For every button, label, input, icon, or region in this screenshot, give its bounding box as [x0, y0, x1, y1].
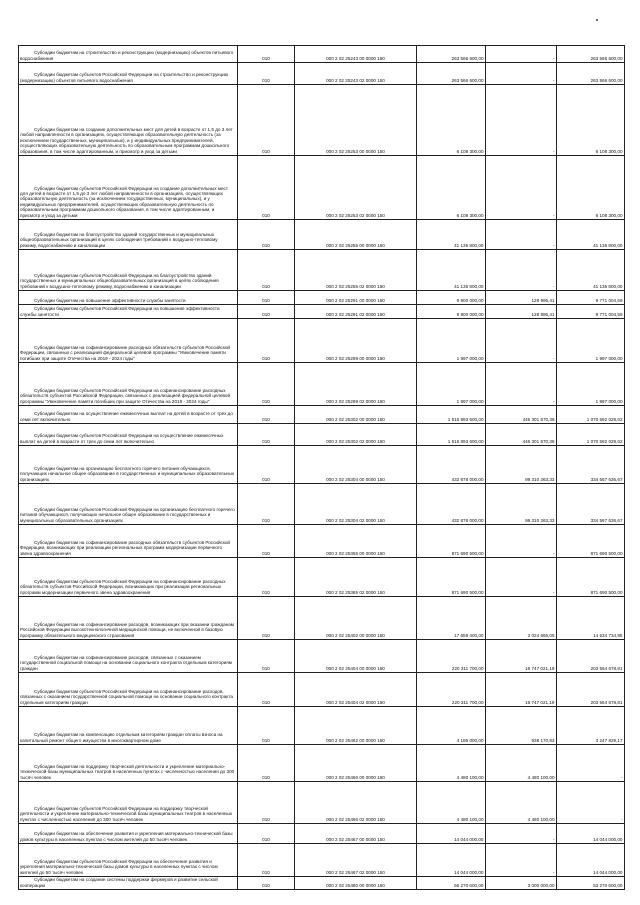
row-plan-cell: 9 900 000,00: [417, 291, 486, 305]
row-code-cell: 010: [238, 220, 295, 250]
table-body: [19, 46, 625, 890]
row-done-cell: -: [486, 363, 557, 406]
row-done-cell: -: [486, 220, 557, 250]
row-name-cell: Субсидии бюджетам на строительство и реконструкцию (модернизацию) объектов питьевого водоснабжения: [19, 46, 238, 63]
row-rest-cell: 9 771 004,59: [557, 305, 625, 319]
row-plan-cell: 4 480 100,00: [417, 782, 486, 824]
row-rest-cell: 1 997 000,00: [557, 319, 625, 363]
row-name-cell: Субсидии бюджетам субъектов Российской Федерации на софинансирование расходных обязательств субъектов Российской Федерации, связанных с реализацией федеральной целевой программы "Увековечение памяти погибших при защите Отечества на 2019 - 2024 годы": [19, 363, 238, 406]
table-row: [19, 291, 625, 305]
row-name-cell: Субсидии бюджетам на софинансирование расходов, связанных с оказанием государственной социальной помощи на основании социального контракта отдельным категориям граждан: [19, 640, 238, 673]
row-code-cell: 010: [238, 363, 295, 406]
row-name-cell: Субсидии бюджетам субъектов Российской Федерации на софинансирование расходов, связанных с оказанием государственной социальной помощи на основании социального контракта отдельным категориям граждан: [19, 673, 238, 707]
row-kbk-cell: 000 2 02 25304 00 0000 150: [295, 446, 417, 484]
row-rest-cell: 1 070 592 029,62: [557, 424, 625, 446]
row-kbk-cell: 000 2 02 25243 02 0000 150: [295, 63, 417, 85]
row-plan-cell: 432 878 000,00: [417, 484, 486, 525]
row-kbk-cell: 000 2 02 25299 02 0000 150: [295, 363, 417, 406]
row-plan-cell: 14 044 000,00: [417, 824, 486, 844]
row-code-cell: 010: [238, 844, 295, 877]
row-code-cell: 010: [238, 782, 295, 824]
row-rest-cell: 203 564 678,81: [557, 673, 625, 707]
row-code-cell: 010: [238, 63, 295, 85]
row-code-cell: 010: [238, 250, 295, 291]
row-kbk-cell: 000 2 02 25365 00 0000 150: [295, 525, 417, 558]
row-plan-cell: 14 044 000,00: [417, 844, 486, 877]
row-kbk-cell: 000 2 02 25302 02 0000 150: [295, 424, 417, 446]
row-rest-cell: 53 270 600,00: [557, 877, 625, 890]
table-row: [19, 782, 625, 824]
row-plan-cell: 41 135 800,00: [417, 220, 486, 250]
row-name-cell: Субсидии бюджетам субъектов Российской Федерации на осуществление ежемесячных выплат на детей в возрасте от трех до семи лет включительно: [19, 424, 238, 446]
row-kbk-cell: 000 2 02 25253 00 0000 150: [295, 85, 417, 156]
row-rest-cell: 41 135 800,00: [557, 220, 625, 250]
row-code-cell: 010: [238, 406, 295, 424]
row-done-cell: 3 000 000,00: [486, 877, 557, 890]
row-name-cell: Субсидии бюджетам на создание системы поддержки фермеров и развитие сельской кооперации: [19, 877, 238, 890]
table-row: [19, 824, 625, 844]
row-code-cell: 010: [238, 424, 295, 446]
table-row: [19, 558, 625, 597]
row-plan-cell: 1 516 893 600,00: [417, 424, 486, 446]
row-name-cell: Субсидии бюджетам на софинансирование расходных обязательств субъектов Российской Федерации, возникающих при реализации региональных программ модернизации первичного звена здравоохранения: [19, 525, 238, 558]
table-row: [19, 220, 625, 250]
row-done-cell: 446 301 570,38: [486, 424, 557, 446]
row-plan-cell: 41 135 800,00: [417, 250, 486, 291]
row-code-cell: 010: [238, 745, 295, 782]
row-code-cell: 010: [238, 597, 295, 640]
row-done-cell: 4 480 100,00: [486, 782, 557, 824]
row-kbk-cell: 000 2 02 25302 00 0000 150: [295, 406, 417, 424]
row-kbk-cell: 000 2 02 25299 00 0000 150: [295, 319, 417, 363]
row-plan-cell: 871 690 500,00: [417, 525, 486, 558]
row-kbk-cell: 000 2 02 25404 02 0000 150: [295, 673, 417, 707]
row-done-cell: 16 747 021,19: [486, 640, 557, 673]
row-done-cell: 128 995,41: [486, 305, 557, 319]
row-done-cell: -: [486, 319, 557, 363]
row-plan-cell: 432 878 000,00: [417, 446, 486, 484]
table-row: [19, 319, 625, 363]
row-done-cell: 4 480 100,00: [486, 745, 557, 782]
table-row: [19, 673, 625, 707]
row-code-cell: 010: [238, 446, 295, 484]
row-code-cell: 010: [238, 46, 295, 63]
row-done-cell: 16 747 021,19: [486, 673, 557, 707]
row-name-cell: Субсидии бюджетам на компенсацию отдельным категориям граждан оплаты взноса на капитальный ремонт общего имущества в многоквартирном доме: [19, 707, 238, 745]
row-kbk-cell: 000 2 02 25255 02 0000 150: [295, 250, 417, 291]
row-rest-cell: 334 567 636,67: [557, 446, 625, 484]
row-rest-cell: 1 997 000,00: [557, 363, 625, 406]
row-done-cell: 446 301 570,38: [486, 406, 557, 424]
row-kbk-cell: 000 2 02 25291 02 0000 150: [295, 305, 417, 319]
row-rest-cell: 9 771 004,59: [557, 291, 625, 305]
row-done-cell: -: [486, 525, 557, 558]
row-name-cell: Субсидии бюджетам на создание дополнительных мест для детей в возрасте от 1,5 до 3 лет любой направленности в организациях, осуществляющих образовательную деятельность (за исключением государственных, муниципальных), и у индивидуальных предпринимателей, осуществляющих образовательную деятельность по образовательным программам дошкольного образования, в том числе адаптированным, и присмотр и уход за детьми: [19, 85, 238, 156]
row-code-cell: 010: [238, 319, 295, 363]
report-table-container: [18, 45, 624, 890]
table-row: [19, 877, 625, 890]
row-name-cell: Субсидии бюджетам на обеспечение развития и укрепления материально-технической базы домов культуры в населенных пунктах с числом жителей до 50 тысяч человек: [19, 824, 238, 844]
row-plan-cell: 6 108 300,00: [417, 156, 486, 220]
row-kbk-cell: 000 2 02 25253 02 0000 150: [295, 156, 417, 220]
row-name-cell: Субсидии бюджетам субъектов Российской Федерации на создание дополнительных мест для детей в возрасте от 1,5 до 3 лет любой направленности в организациях, осуществляющих образовательную деятельность (за исключением государственных, муниципальных), и у индивидуальных предпринимателей, осуществляющих образовательную деятельность по образовательным программам дошкольного образования, в том числе адаптированным, и присмотр и уход за детьми: [19, 156, 238, 220]
row-done-cell: -: [486, 85, 557, 156]
row-done-cell: -: [486, 63, 557, 85]
row-code-cell: 010: [238, 85, 295, 156]
row-plan-cell: 1 997 000,00: [417, 319, 486, 363]
row-rest-cell: -: [557, 745, 625, 782]
row-kbk-cell: 000 2 02 25291 00 0000 150: [295, 291, 417, 305]
row-rest-cell: 334 567 636,67: [557, 484, 625, 525]
row-done-cell: -: [486, 558, 557, 597]
row-name-cell: Субсидии бюджетам на осуществление ежемесячных выплат на детей в возрасте от трех до семи лет включительно: [19, 406, 238, 424]
row-rest-cell: 14 634 734,95: [557, 597, 625, 640]
row-done-cell: -: [486, 824, 557, 844]
row-plan-cell: 1 516 893 600,00: [417, 406, 486, 424]
row-plan-cell: 1 997 000,00: [417, 363, 486, 406]
row-code-cell: 010: [238, 673, 295, 707]
row-code-cell: 010: [238, 640, 295, 673]
row-rest-cell: -: [557, 782, 625, 824]
table-row: [19, 85, 625, 156]
row-done-cell: 938 170,83: [486, 707, 557, 745]
row-name-cell: Субсидии бюджетам субъектов Российской Федерации на благоустройство зданий государственных и муниципальных общеобразовательных организаций в целях соблюдения требований к воздушно-тепловому режиму, водоснабжению и канализации: [19, 250, 238, 291]
row-code-cell: 010: [238, 707, 295, 745]
row-kbk-cell: 000 2 02 25243 00 0000 150: [295, 46, 417, 63]
row-rest-cell: 1 070 592 029,62: [557, 406, 625, 424]
row-kbk-cell: 000 2 02 25467 00 0000 150: [295, 824, 417, 844]
row-name-cell: Субсидии бюджетам субъектов Российской Федерации на строительство и реконструкцию (модернизацию) объектов питьевого водоснабжения: [19, 63, 238, 85]
row-code-cell: 010: [238, 156, 295, 220]
row-kbk-cell: 000 2 02 25304 02 0000 150: [295, 484, 417, 525]
row-kbk-cell: 000 2 02 25467 02 0000 150: [295, 844, 417, 877]
row-rest-cell: 871 690 500,00: [557, 558, 625, 597]
row-plan-cell: 220 311 700,00: [417, 673, 486, 707]
row-code-cell: 010: [238, 877, 295, 890]
budget-revenue-table: [18, 45, 625, 890]
row-plan-cell: 4 480 100,00: [417, 745, 486, 782]
row-rest-cell: 263 566 600,00: [557, 63, 625, 85]
row-rest-cell: 6 108 300,00: [557, 156, 625, 220]
row-rest-cell: 14 044 000,00: [557, 824, 625, 844]
table-row: [19, 844, 625, 877]
table-row: [19, 446, 625, 484]
row-done-cell: -: [486, 46, 557, 63]
row-code-cell: 010: [238, 525, 295, 558]
table-row: [19, 250, 625, 291]
row-done-cell: -: [486, 250, 557, 291]
table-row: [19, 640, 625, 673]
row-plan-cell: 871 690 500,00: [417, 558, 486, 597]
row-code-cell: 010: [238, 824, 295, 844]
row-plan-cell: 56 270 600,00: [417, 877, 486, 890]
row-rest-cell: 3 247 829,17: [557, 707, 625, 745]
table-row: [19, 406, 625, 424]
row-kbk-cell: 000 2 02 25462 00 0000 150: [295, 707, 417, 745]
row-plan-cell: 263 566 600,00: [417, 46, 486, 63]
row-code-cell: 010: [238, 291, 295, 305]
table-row: [19, 424, 625, 446]
row-rest-cell: 871 690 500,00: [557, 525, 625, 558]
row-rest-cell: 203 564 678,81: [557, 640, 625, 673]
row-rest-cell: 14 044 000,00: [557, 844, 625, 877]
row-name-cell: Субсидии бюджетам на софинансирование расходов, возникающих при оказании гражданам Российской Федерации высокотехнологичной медицинской помощи, не включенной в базовую программу обязательного медицинского страхования: [19, 597, 238, 640]
table-row: [19, 63, 625, 85]
scan-speck: [596, 19, 598, 21]
table-row: [19, 745, 625, 782]
row-plan-cell: 263 566 600,00: [417, 63, 486, 85]
row-name-cell: Субсидии бюджетам субъектов Российской Федерации на софинансирование расходных обязательств субъектов Российской Федерации, возникающих при реализации региональных программ модернизации первичного звена здравоохранения: [19, 558, 238, 597]
table-row: [19, 707, 625, 745]
row-plan-cell: 4 186 000,00: [417, 707, 486, 745]
table-row: [19, 484, 625, 525]
row-done-cell: 128 995,41: [486, 291, 557, 305]
row-kbk-cell: 000 2 02 25365 02 0000 150: [295, 558, 417, 597]
row-kbk-cell: 000 2 02 25255 00 0000 150: [295, 220, 417, 250]
row-rest-cell: 41 135 800,00: [557, 250, 625, 291]
row-code-cell: 010: [238, 558, 295, 597]
table-row: [19, 597, 625, 640]
table-row: [19, 363, 625, 406]
row-name-cell: Субсидии бюджетам субъектов Российской Федерации на обеспечение развития и укрепления материально-технической базы домов культуры в населенных пунктах с числом жителей до 50 тысяч человек: [19, 844, 238, 877]
table-row: [19, 305, 625, 319]
row-plan-cell: 17 659 400,00: [417, 597, 486, 640]
row-done-cell: 3 024 665,05: [486, 597, 557, 640]
row-kbk-cell: 000 2 02 25466 02 0000 150: [295, 782, 417, 824]
row-kbk-cell: 000 2 02 25404 00 0000 150: [295, 640, 417, 673]
row-kbk-cell: 000 2 02 25402 00 0000 150: [295, 597, 417, 640]
row-code-cell: 010: [238, 305, 295, 319]
row-done-cell: 98 310 363,33: [486, 446, 557, 484]
row-plan-cell: 9 900 000,00: [417, 305, 486, 319]
row-name-cell: Субсидии бюджетам на поддержку творческой деятельности и укрепление материально-технической базы муниципальных театров в населенных пунктах с численностью населения до 300 тысяч человек: [19, 745, 238, 782]
row-rest-cell: 263 566 600,00: [557, 46, 625, 63]
row-code-cell: 010: [238, 484, 295, 525]
row-kbk-cell: 000 2 02 25480 00 0000 150: [295, 877, 417, 890]
row-name-cell: Субсидии бюджетам на повышение эффективности службы занятости: [19, 291, 238, 305]
row-name-cell: Субсидии бюджетам субъектов Российской Федерации на поддержку творческой деятельности и укрепление материально-технической базы муниципальных театров в населенных пунктах с численностью населения до 300 тысяч человек: [19, 782, 238, 824]
row-name-cell: Субсидии бюджетам на софинансирование расходных обязательств субъектов Российской Федерации, связанных с реализацией федеральной целевой программы "Увековечение памяти погибших при защите Отечества на 2019 - 2024 годы": [19, 319, 238, 363]
table-row: [19, 46, 625, 63]
row-kbk-cell: 000 2 02 25466 00 0000 150: [295, 745, 417, 782]
row-done-cell: -: [486, 844, 557, 877]
row-plan-cell: 6 108 300,00: [417, 85, 486, 156]
row-plan-cell: 220 311 700,00: [417, 640, 486, 673]
table-row: [19, 525, 625, 558]
row-name-cell: Субсидии бюджетам на организацию бесплатного горячего питания обучающихся, получающих начальное общее образование в государственных и муниципальных образовательных организациях: [19, 446, 238, 484]
table-row: [19, 156, 625, 220]
row-done-cell: 98 310 363,33: [486, 484, 557, 525]
row-rest-cell: 6 108 300,00: [557, 85, 625, 156]
row-name-cell: Субсидии бюджетам на благоустройство зданий государственных и муниципальных общеобразовательных организаций в целях соблюдения требований к воздушно-тепловому режиму, водоснабжению и канализации: [19, 220, 238, 250]
row-done-cell: -: [486, 156, 557, 220]
row-name-cell: Субсидии бюджетам субъектов Российской Федерации на организацию бесплатного горячего питания обучающихся, получающих начальное общее образование в государственных и муниципальных образовательных организациях: [19, 484, 238, 525]
row-name-cell: Субсидии бюджетам субъектов Российской Федерации на повышение эффективности службы занятости: [19, 305, 238, 319]
